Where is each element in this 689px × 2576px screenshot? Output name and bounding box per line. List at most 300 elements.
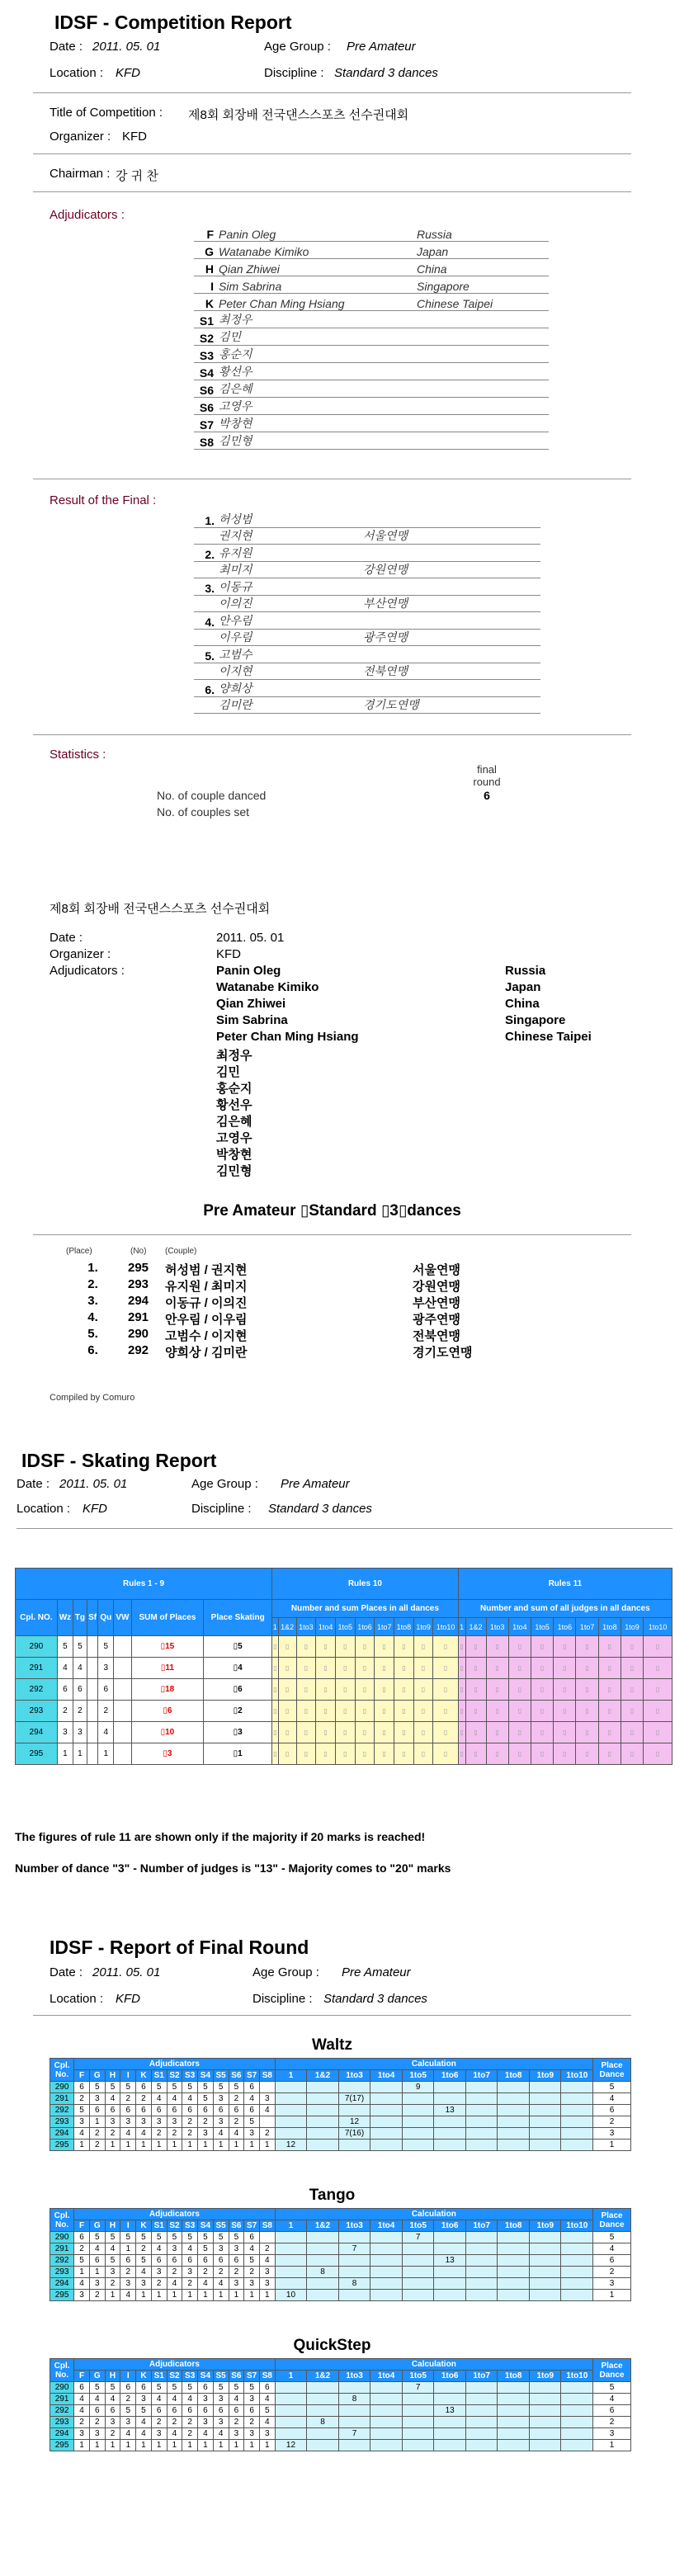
calc-cell: [307, 2394, 339, 2405]
place-dance-header: Place Dance: [593, 2059, 631, 2082]
stats-col-head: final round: [473, 763, 501, 788]
judge-header: S5: [213, 2070, 229, 2082]
judge-mark: 3: [136, 2116, 152, 2128]
divider: [33, 734, 631, 735]
sk-loc-value: KFD: [83, 1502, 107, 1516]
judge-mark: 5: [151, 2082, 167, 2093]
dance-mark: 3: [57, 1722, 73, 1743]
judge-mark: 3: [151, 2116, 167, 2128]
judge-mark: 4: [213, 2128, 229, 2140]
sum-places: ▯3: [131, 1743, 204, 1765]
fr-loc-label: Location :: [50, 1992, 104, 2006]
calc-cell: [370, 2278, 403, 2290]
result-man: 이동규: [219, 580, 252, 593]
judge-mark: 4: [259, 2394, 275, 2405]
rule10-cell: ▯: [394, 1636, 414, 1658]
judge-mark: 4: [136, 2428, 152, 2440]
calc-cell: [465, 2255, 498, 2267]
adjudicator-code: S4: [199, 366, 214, 380]
calc-cell: [434, 2232, 466, 2243]
rule10-cell: ▯: [394, 1701, 414, 1722]
dance-mark: 1: [98, 1743, 114, 1765]
judge-mark: 4: [74, 2128, 90, 2140]
calc-cell: [434, 2394, 466, 2405]
dance-mark: 5: [57, 1636, 73, 1658]
judge-mark: 3: [213, 2116, 229, 2128]
judge-mark: 2: [182, 2417, 198, 2428]
judge-mark: 2: [74, 2417, 90, 2428]
calc-cell: [275, 2082, 307, 2093]
result-line: [194, 697, 540, 714]
judge-mark: 5: [89, 2082, 105, 2093]
final-row: [50, 2128, 631, 2140]
judge-mark: 5: [105, 2082, 120, 2093]
calc-cell: [434, 2290, 466, 2301]
rule10-cell: ▯: [316, 1679, 336, 1701]
couple-number: 291: [50, 2093, 74, 2105]
calc-cell: [402, 2440, 434, 2451]
rule11-cell: ▯: [531, 1743, 554, 1765]
summary-adjudicator-name: 김은혜: [216, 1115, 252, 1129]
judge-mark: 3: [244, 2428, 260, 2440]
rule10-cell: ▯: [316, 1658, 336, 1679]
judge-mark: 3: [136, 2394, 152, 2405]
judge-mark: 4: [74, 2394, 90, 2405]
calc-col-header: 1to5: [402, 2220, 434, 2232]
summary-adjudicator-name: Sim Sabrina: [216, 1013, 288, 1027]
summary-region: 서울연맹: [413, 1263, 460, 1277]
judge-mark: 1: [229, 2440, 244, 2451]
judge-mark: 5: [213, 2382, 229, 2394]
place-dance: 4: [593, 2243, 631, 2255]
judge-header: H: [105, 2070, 120, 2082]
judge-mark: 1: [89, 2116, 105, 2128]
calc-col-header: 1to5: [402, 2371, 434, 2382]
calc-cell: [561, 2405, 593, 2417]
adjudicator-code: S8: [199, 436, 214, 449]
skating-row: [16, 1658, 672, 1679]
calc-cell: [402, 2116, 434, 2128]
calc-cell: [370, 2082, 403, 2093]
judge-mark: 3: [213, 2417, 229, 2428]
competition-title-value: 제8회 회장배 전국댄스스포츠 선수권대회: [188, 108, 409, 122]
judge-mark: 5: [105, 2232, 120, 2243]
summary-adjudicator-row: [216, 1162, 645, 1178]
chairman-label: Chairman :: [50, 167, 111, 181]
judge-mark: 1: [74, 2440, 90, 2451]
calc-col-header: 1: [275, 2220, 307, 2232]
judge-mark: 6: [120, 2105, 136, 2116]
calc-col-header: 1to7: [576, 1618, 598, 1636]
judge-mark: 1: [105, 2140, 120, 2151]
judge-mark: 2: [151, 2278, 167, 2290]
calc-col-header: 1to5: [531, 1618, 554, 1636]
calc-cell: [307, 2140, 339, 2151]
final-row: [50, 2243, 631, 2255]
rule10-cell: ▯: [413, 1701, 433, 1722]
rule11-cell: ▯: [531, 1658, 554, 1679]
couple-number: 295: [50, 2290, 74, 2301]
result-block: [194, 545, 540, 579]
couple-number: 291: [50, 2243, 74, 2255]
calc-cell: [307, 2232, 339, 2243]
summary-adjudicators: [216, 964, 645, 1178]
place-dance: 1: [593, 2290, 631, 2301]
calc-col-header: 1to10: [433, 1618, 458, 1636]
judge-mark: 6: [89, 2255, 105, 2267]
judge-mark: 2: [229, 2093, 244, 2105]
calc-cell: [275, 2394, 307, 2405]
judge-mark: 3: [105, 2267, 120, 2278]
result-place: 2.: [205, 548, 215, 561]
judge-mark: 3: [213, 2243, 229, 2255]
adjudicator-name: Qian Zhiwei: [219, 262, 280, 276]
rule11-cell: ▯: [554, 1658, 576, 1679]
judge-mark: 1: [74, 2267, 90, 2278]
judge-mark: 4: [167, 2093, 182, 2105]
calc-col-header: 1: [275, 2070, 307, 2082]
judge-header: S7: [244, 2070, 260, 2082]
judge-mark: 6: [213, 2255, 229, 2267]
calc-cell: [561, 2082, 593, 2093]
sk-disc-label: Discipline :: [191, 1502, 252, 1516]
calc-cell: [465, 2116, 498, 2128]
summary-adjudicator-row: [216, 1145, 645, 1162]
skating-row: [16, 1722, 672, 1743]
dance-header: Sf: [87, 1600, 98, 1636]
final-row: [50, 2082, 631, 2093]
adjudicator-row: [194, 294, 549, 311]
judge-header: S7: [244, 2220, 260, 2232]
calc-cell: [529, 2290, 561, 2301]
judge-mark: 4: [74, 2405, 90, 2417]
adjudicator-name: 황선우: [219, 365, 252, 378]
summary-result-row: [58, 1294, 635, 1310]
result-block: [194, 613, 540, 647]
calc-col-header: 1to9: [621, 1618, 643, 1636]
judge-mark: 4: [136, 2267, 152, 2278]
cpl-header: Cpl. NO.: [16, 1600, 58, 1636]
discipline-label: Discipline :: [264, 66, 324, 80]
calc-cell: [529, 2093, 561, 2105]
rule10-cell: ▯: [375, 1636, 394, 1658]
rule11-cell: ▯: [644, 1743, 672, 1765]
rule11-cell: ▯: [554, 1701, 576, 1722]
calc-cell: 12: [275, 2440, 307, 2451]
calc-cell: [529, 2116, 561, 2128]
calc-cell: [275, 2128, 307, 2140]
judge-mark: 4: [229, 2394, 244, 2405]
dance-mark: 5: [73, 1636, 87, 1658]
calc-cell: [498, 2105, 530, 2116]
judge-mark: 3: [244, 2128, 260, 2140]
judge-header: S5: [213, 2371, 229, 2382]
calc-col-header: 1&2: [465, 1618, 486, 1636]
calc-cell: [307, 2128, 339, 2140]
date-value: 2011. 05. 01: [92, 40, 161, 54]
calc-col-header: 1to9: [529, 2371, 561, 2382]
calc-cell: [338, 2232, 370, 2243]
calc-col-header: 1to6: [434, 2371, 466, 2382]
rule10-cell: ▯: [278, 1743, 296, 1765]
judge-header: S2: [167, 2371, 182, 2382]
result-line: [194, 681, 540, 697]
rule10-cell: ▯: [413, 1636, 433, 1658]
sum-places: ▯15: [131, 1636, 204, 1658]
calc-cell: [307, 2105, 339, 2116]
calc-cell: [529, 2243, 561, 2255]
calc-cell: [338, 2405, 370, 2417]
calc-cell: 7: [402, 2232, 434, 2243]
rule10-cell: ▯: [413, 1679, 433, 1701]
calc-cell: [275, 2278, 307, 2290]
calc-cell: [465, 2382, 498, 2394]
calc-cell: [465, 2405, 498, 2417]
summary-adjudicator-name: 황선우: [216, 1098, 252, 1112]
judge-header: I: [120, 2070, 136, 2082]
rule10-cell: ▯: [296, 1658, 316, 1679]
rule11-cell: ▯: [644, 1679, 672, 1701]
rule11-cell: ▯: [598, 1722, 621, 1743]
calc-cell: [529, 2405, 561, 2417]
judge-mark: 4: [182, 2394, 198, 2405]
calc-col-header: 1&2: [307, 2371, 339, 2382]
judge-mark: 3: [259, 2267, 275, 2278]
calc-cell: [465, 2394, 498, 2405]
calc-cell: [561, 2140, 593, 2151]
place-dance: 1: [593, 2140, 631, 2151]
judge-mark: 3: [167, 2243, 182, 2255]
place-dance: 2: [593, 2417, 631, 2428]
adjudicator-code: I: [210, 280, 214, 293]
judge-mark: 2: [229, 2116, 244, 2128]
calc-col-header: 1to3: [486, 1618, 508, 1636]
calc-cell: [370, 2417, 403, 2428]
judge-mark: 6: [229, 2105, 244, 2116]
judge-mark: 2: [167, 2128, 182, 2140]
calc-cell: 7(16): [338, 2128, 370, 2140]
result-region: 부산연맹: [363, 597, 408, 610]
calc-cell: [434, 2093, 466, 2105]
summary-adjudicator-country: China: [505, 997, 540, 1011]
judge-mark: 4: [167, 2394, 182, 2405]
result-man: 안우림: [219, 614, 252, 627]
judge-mark: 6: [167, 2255, 182, 2267]
judge-mark: 4: [244, 2243, 260, 2255]
dance-mark: 4: [73, 1658, 87, 1679]
sk-date-value: 2011. 05. 01: [59, 1477, 128, 1491]
calc-cell: [529, 2382, 561, 2394]
judge-mark: 6: [244, 2232, 260, 2243]
rules19-header: Rules 1 - 9: [16, 1569, 272, 1600]
result-block: [194, 579, 540, 613]
rule10-cell: ▯: [375, 1679, 394, 1701]
judge-mark: 1: [151, 2290, 167, 2301]
judge-mark: 4: [182, 2093, 198, 2105]
judge-mark: 4: [151, 2093, 167, 2105]
result-man: 양희상: [219, 682, 252, 695]
judge-mark: 3: [259, 2278, 275, 2290]
place-dance: 3: [593, 2128, 631, 2140]
adjudicator-country: Russia: [417, 228, 452, 241]
judge-mark: 5: [259, 2405, 275, 2417]
summary-adjudicator-row: [216, 997, 645, 1013]
summary-adjudicator-name: 박창현: [216, 1148, 252, 1162]
place-skating: ▯4: [204, 1658, 272, 1679]
summary-region: 경기도연맹: [413, 1346, 473, 1360]
statistics-label: Statistics :: [50, 748, 106, 762]
calc-cell: [307, 2278, 339, 2290]
calc-cell: [529, 2267, 561, 2278]
judge-mark: 2: [213, 2267, 229, 2278]
result-block: [194, 512, 540, 545]
summary-region: 부산연맹: [413, 1296, 460, 1310]
judge-mark: 5: [74, 2105, 90, 2116]
result-line: [194, 512, 540, 528]
rule10-cell: ▯: [394, 1658, 414, 1679]
calc-cell: [498, 2243, 530, 2255]
calc-cell: [465, 2093, 498, 2105]
judge-mark: 4: [167, 2278, 182, 2290]
couple-number: 295: [50, 2140, 74, 2151]
skating-note-2: Number of dance "3" - Number of judges is "13" - Majority comes to "20" marks: [15, 1861, 451, 1875]
calc-cell: [370, 2140, 403, 2151]
calc-col-header: 1to4: [316, 1618, 336, 1636]
adjudicator-row: [194, 415, 549, 432]
rule11-cell: ▯: [458, 1679, 465, 1701]
adjudicator-name: 박창현: [219, 417, 252, 430]
calc-cell: [498, 2128, 530, 2140]
summary-adjudicator-row: [216, 1046, 645, 1063]
judge-mark: 5: [74, 2255, 90, 2267]
dance-mark: [87, 1679, 98, 1701]
calc-col-header: 1to4: [370, 2220, 403, 2232]
dance-mark: [87, 1636, 98, 1658]
rule10-cell: ▯: [278, 1636, 296, 1658]
judge-mark: 3: [105, 2417, 120, 2428]
result-label: Result of the Final :: [50, 493, 157, 507]
calc-col-header: 1to8: [394, 1618, 414, 1636]
final-row: [50, 2428, 631, 2440]
sk-age-label: Age Group :: [191, 1477, 258, 1491]
judge-mark: 1: [182, 2440, 198, 2451]
calc-cell: [498, 2082, 530, 2093]
sum-places: ▯6: [131, 1701, 204, 1722]
judge-mark: 4: [259, 2105, 275, 2116]
summary-adjudicator-name: Panin Oleg: [216, 964, 281, 978]
judge-mark: 5: [151, 2382, 167, 2394]
summary-organizer-label: Organizer :: [50, 947, 111, 961]
summary-adjudicator-country: Singapore: [505, 1013, 566, 1027]
dance-mark: 5: [98, 1636, 114, 1658]
competition-title-label: Title of Competition :: [50, 106, 163, 120]
judge-header: S4: [198, 2371, 214, 2382]
calc-cell: [529, 2417, 561, 2428]
chairman-value: 강 귀 찬: [116, 169, 158, 183]
judge-header: S6: [229, 2070, 244, 2082]
rule10-cell: ▯: [355, 1743, 375, 1765]
calc-cell: [402, 2290, 434, 2301]
rule11-cell: ▯: [486, 1722, 508, 1743]
judge-mark: 5: [105, 2382, 120, 2394]
calc-cell: [561, 2243, 593, 2255]
judge-mark: 1: [182, 2140, 198, 2151]
judge-mark: 3: [198, 2394, 214, 2405]
rule11-cell: ▯: [554, 1743, 576, 1765]
judge-header: S5: [213, 2220, 229, 2232]
adjudicator-row: [194, 224, 549, 242]
judge-header: S3: [182, 2371, 198, 2382]
couple-number: 293: [50, 2116, 74, 2128]
judge-mark: 3: [213, 2093, 229, 2105]
rule10-cell: ▯: [272, 1658, 279, 1679]
calc-cell: [402, 2428, 434, 2440]
calc-cell: [338, 2382, 370, 2394]
rule11-cell: ▯: [554, 1722, 576, 1743]
judge-mark: 3: [89, 2093, 105, 2105]
judge-mark: 5: [182, 2382, 198, 2394]
judge-mark: 2: [182, 2116, 198, 2128]
summary-result-row: [58, 1343, 635, 1360]
adjudicator-row: [194, 311, 549, 328]
skating-note-1: The figures of rule 11 are shown only if the majority if 20 marks is reached!: [15, 1830, 426, 1843]
judge-mark: 2: [259, 2128, 275, 2140]
calc-col-header: 1to9: [529, 2070, 561, 2082]
calc-cell: [307, 2116, 339, 2128]
judge-mark: 5: [89, 2232, 105, 2243]
calc-cell: [529, 2440, 561, 2451]
place-dance: 6: [593, 2255, 631, 2267]
calc-cell: [465, 2290, 498, 2301]
calc-cell: [561, 2440, 593, 2451]
summary-adjudicator-name: Watanabe Kimiko: [216, 980, 319, 994]
calc-cell: [561, 2105, 593, 2116]
calc-cell: [307, 2382, 339, 2394]
rule10-cell: ▯: [272, 1701, 279, 1722]
rule10-cell: ▯: [335, 1701, 355, 1722]
judge-mark: 2: [182, 2128, 198, 2140]
judge-mark: 6: [151, 2105, 167, 2116]
summary-result-row: [58, 1327, 635, 1343]
judge-mark: 3: [74, 2290, 90, 2301]
calc-col-header: 1to9: [529, 2220, 561, 2232]
calc-cell: [529, 2255, 561, 2267]
calc-cell: [561, 2290, 593, 2301]
adjudicator-name: Sim Sabrina: [219, 280, 282, 293]
rule10-cell: ▯: [335, 1636, 355, 1658]
place-skating: ▯2: [204, 1701, 272, 1722]
judge-mark: 3: [198, 2417, 214, 2428]
summary-couple: 안우림 / 이우림: [165, 1313, 248, 1327]
judge-mark: 6: [167, 2405, 182, 2417]
couple-number: 291: [50, 2394, 74, 2405]
adjudicators-header: Adjudicators: [74, 2209, 276, 2220]
summary-title: 제8회 회장배 전국댄스스포츠 선수권대회: [50, 902, 271, 916]
calc-cell: [561, 2278, 593, 2290]
calc-col-header: 1to6: [554, 1618, 576, 1636]
dance-mark: 2: [73, 1701, 87, 1722]
judge-mark: 5: [120, 2082, 136, 2093]
rule10-cell: ▯: [375, 1722, 394, 1743]
calc-cell: [338, 2267, 370, 2278]
summary-place: 1.: [87, 1261, 98, 1275]
judge-mark: 4: [120, 2428, 136, 2440]
summary-adjudicator-country: Chinese Taipei: [505, 1030, 592, 1044]
organizer-value: KFD: [122, 130, 147, 144]
adjudicator-code: S2: [199, 332, 214, 345]
judge-mark: 4: [213, 2428, 229, 2440]
calc-col-header: 1to5: [335, 1618, 355, 1636]
